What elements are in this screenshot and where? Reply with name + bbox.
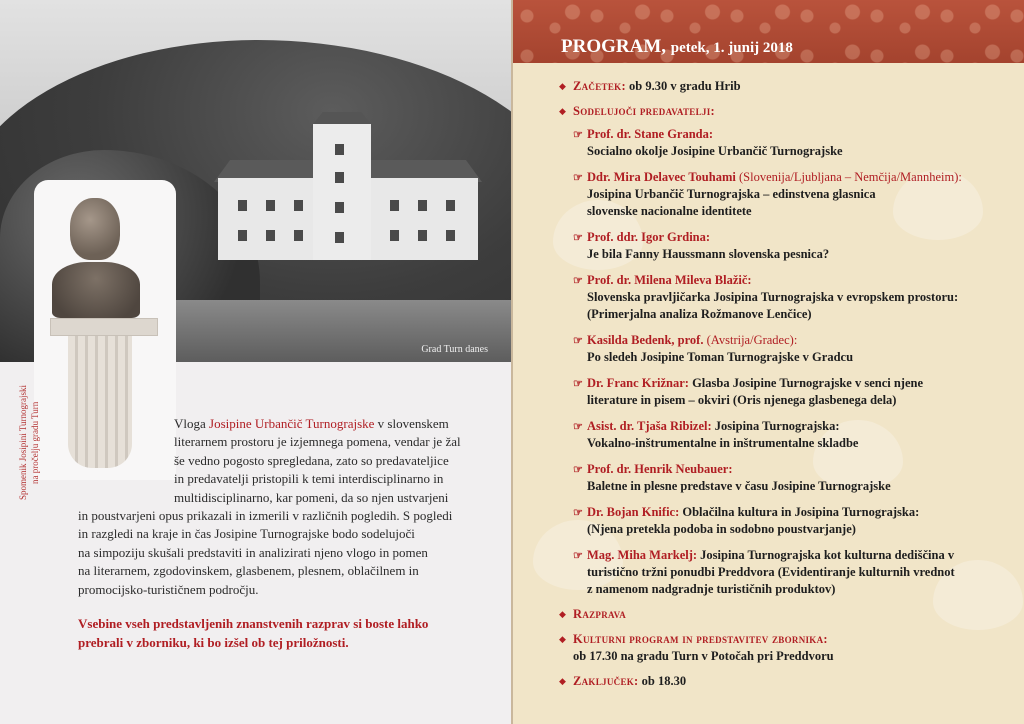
speaker-item: ☞ Dr. Bojan Knific: Oblačilna kultura in Josipina Turnograjska: (Njena pretekla podoba in sodobno poustvarjanje): [573, 505, 920, 536]
program-page: [513, 0, 1024, 724]
castle-illustration: [218, 150, 478, 260]
bust-caption-line1: Spomenik Josipini Turnograjski: [18, 384, 28, 500]
pointer-icon: ☞: [573, 275, 583, 287]
speaker-item: ☞ Prof. ddr. Igor Grdina: Je bila Fanny Haussmann slovenska pesnica?: [573, 230, 830, 261]
speaker-item: ☞ Prof. dr. Stane Granda: Socialno okolje Josipine Urbančič Turnograjske: [573, 127, 843, 158]
pointer-icon: ☞: [573, 507, 583, 519]
speakers-section: ◆ Sodelujoči predavatelji:: [559, 103, 1009, 120]
proceedings-note: Vsebine vseh predstavljenih znanstvenih razprav si boste lahko prebrali v zborniku, ki bo izšel ob tej priložnosti.: [78, 616, 429, 650]
pointer-icon: ☞: [573, 550, 583, 562]
photo-caption: Grad Turn danes: [421, 344, 488, 355]
discussion-section: ◆ Razprava: [559, 606, 1009, 623]
highlight-name: Josipine Urbančič Turnograjske: [209, 416, 375, 431]
program-date: petek, 1. junij 2018: [670, 40, 793, 56]
speaker-item: ☞ Mag. Miha Markelj: Josipina Turnograjska kot kulturna dediščina v turistično tržni ponudbi Preddvora (Evidentiranje kulturnih vrednot z namenom nadgradnje turističnih produktov): [573, 548, 955, 596]
pointer-icon: ☞: [573, 129, 583, 141]
program-header: [513, 0, 1024, 63]
bust-caption: [14, 372, 54, 502]
speaker-item: ☞ Prof. dr. Henrik Neubauer: Baletne in plesne predstave v času Josipine Turnograjske: [573, 462, 891, 493]
pointer-icon: ☞: [573, 335, 583, 347]
program-list: [559, 78, 1009, 698]
pointer-icon: ☞: [573, 421, 583, 433]
intro-paragraph: Vloga Josipine Urbančič Turnograjske v slovenskem literarnem prostoru je izjemnega pomena, vendar je žal še vedno pogosto spregledana, zato so predavateljice in predavatelji pristopili k temi interdisciplinarno in multidisciplinarno, kar pomeni, da so njen ustvarjeni in poustvarjeni opus prikazali in izmerili v različnih pogledih. S pogledi in razgledi na kraje in čas Josipine Turnograjske bodo sodelujoči na simpoziju skušali predstaviti in analizirati njeno vlogo in pomen na literarnem, zgodovinskem, glasbenem, plesnem, oblačilnem in promocijsko-turističnem področju.: [78, 416, 461, 597]
culture-section: ◆ Kulturni program in predstavitev zbornika: ob 17.30 na gradu Turn v Potočah pri Preddvoru: [559, 631, 1009, 665]
bust-caption-line2: na pročelju gradu Turn: [30, 401, 40, 484]
pointer-icon: ☞: [573, 378, 583, 390]
pointer-icon: ☞: [573, 172, 583, 184]
speaker-item: ☞ Kasilda Bedenk, prof. (Avstrija/Gradec): Po sledeh Josipine Toman Turnograjske v Gradcu: [573, 333, 854, 364]
end-section: ◆ Zaključek: ob 18.30: [559, 673, 1009, 690]
speaker-item: ☞ Dr. Franc Križnar: Glasba Josipine Turnograjske v senci njene literature in pisem – okviri (Oris njenega glasbenega dela): [573, 376, 924, 407]
start-section: ◆ Začetek: ob 9.30 v gradu Hrib: [559, 78, 1009, 95]
speaker-item: ☞ Asist. dr. Tjaša Ribizel: Josipina Turnograjska: Vokalno-inštrumentalne in inštrumentalne skladbe: [573, 419, 859, 450]
program-title: PROGRAM, petek, 1. junij 2018: [561, 36, 793, 57]
speaker-item: ☞ Ddr. Mira Delavec Touhami (Slovenija/Ljubljana – Nemčija/Mannheim): Josipina Urbančič Turnograjska – edinstvena glasnica slovenske nacionalne identitete: [573, 170, 962, 218]
pointer-icon: ☞: [573, 232, 583, 244]
speaker-item: ☞ Prof. dr. Milena Mileva Blažič: Slovenska pravljičarka Josipina Turnograjska v evropskem prostoru: (Primerjalna analiza Rožmanove Lenčice): [573, 273, 959, 321]
pointer-icon: ☞: [573, 464, 583, 476]
